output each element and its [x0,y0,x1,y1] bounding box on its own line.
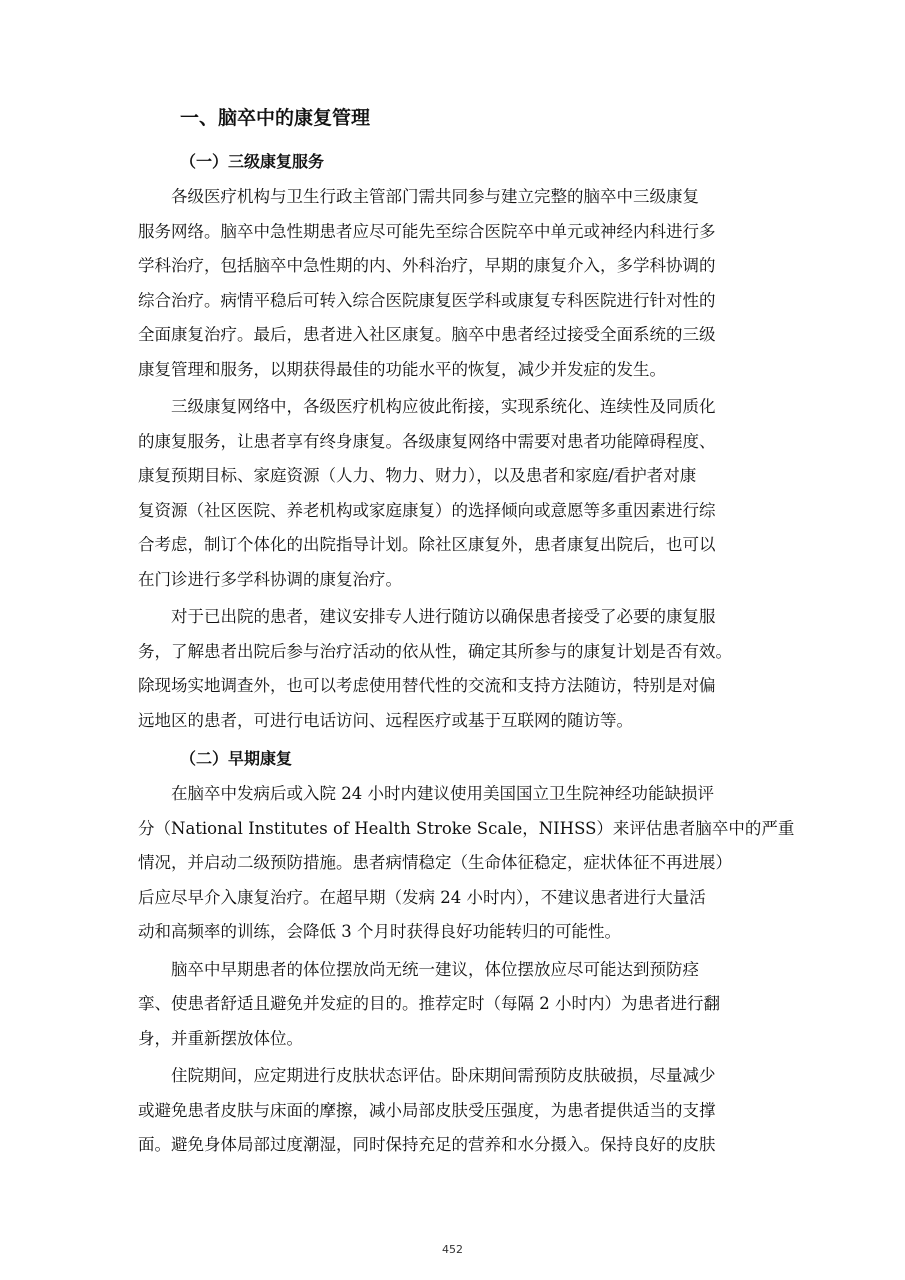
paragraph-line: 远地区的患者，可进行电话访问、远程医疗或基于互联网的随访等。 [138,710,633,730]
paragraph-line: 面。避免身体局部过度潮湿，同时保持充足的营养和水分摄入。保持良好的皮肤 [138,1135,716,1154]
subsection-body-tertiary-rehab [138,180,770,738]
paragraph-line: 除现场实地调查外，也可以考虑使用替代性的交流和支持方法随访，特别是对偏 [138,676,716,695]
subsection-title-early-rehab: （二）早期康复 [180,749,293,768]
paragraph [138,390,770,597]
paragraph-line: 脑卒中早期患者的体位摆放尚无统一建议，体位摆放应尽可能达到预防痉 [171,959,699,979]
subsection-title-tertiary-rehab: （一）三级康复服务 [180,152,325,171]
paragraph-line: 挛、使患者舒适且避免并发症的目的。推荐定时（每隔 2 小时内）为患者进行翻 [138,994,720,1013]
paragraph-line: 分（National Institutes of Health Stroke Scale，NIHSS）来评估患者脑卒中的严重 [138,818,795,838]
paragraph [138,953,770,1057]
section-title: 一、脑卒中的康复管理 [180,107,371,129]
paragraph-line: 康复管理和服务，以期获得最佳的功能水平的恢复，减少并发症的发生。 [138,359,666,379]
paragraph-line: 情况，并启动二级预防措施。患者病情稳定（生命体征稳定，症状体征不再进展） [138,853,732,872]
paragraph-line: 后应尽早介入康复治疗。在超早期（发病 24 小时内），不建议患者进行大量活 [138,887,706,907]
paragraph [138,600,770,738]
paragraph-line: 服务网络。脑卒中急性期患者应尽可能先至综合医院卒中单元或神经内科进行多 [138,221,716,241]
paragraph-line: 在脑卒中发病后或入院 24 小时内建议使用美国国立卫生院神经功能缺损评 [171,784,714,803]
paragraph-line: 全面康复治疗。最后，患者进入社区康复。脑卒中患者经过接受全面系统的三级 [138,325,716,344]
paragraph-line: 的康复服务，让患者享有终身康复。各级康复网络中需要对患者功能障碍程度、 [138,431,716,451]
paragraph [138,777,795,950]
page-number: 452 [442,1243,463,1256]
document-page [138,106,795,1166]
paragraph-line: 或避免患者皮肤与床面的摩擦，减小局部皮肤受压强度，为患者提供适当的支撑 [138,1100,716,1120]
paragraph-line: 综合治疗。病情平稳后可转入综合医院康复医学科或康复专科医院进行针对性的 [138,290,716,310]
paragraph-line: 三级康复网络中，各级医疗机构应彼此衔接，实现系统化、连续性及同质化 [171,397,716,416]
paragraph [138,180,770,387]
paragraph-line: 合考虑，制订个体化的出院指导计划。除社区康复外，患者康复出院后，也可以 [138,535,716,554]
paragraph-line: 学科治疗，包括脑卒中急性期的内、外科治疗，早期的康复介入，多学科协调的 [138,256,716,275]
paragraph-line: 住院期间，应定期进行皮肤状态评估。卧床期间需预防皮肤破损，尽量减少 [171,1066,716,1085]
paragraph-line: 各级医疗机构与卫生行政主管部门需共同参与建立完整的脑卒中三级康复 [171,187,699,206]
paragraph-line: 动和高频率的训练，会降低 3 个月时获得良好功能转归的可能性。 [138,922,621,941]
paragraph-line: 康复预期目标、家庭资源（人力、物力、财力），以及患者和家庭/看护者对康 [138,466,697,485]
paragraph-line: 身，并重新摆放体位。 [138,1028,303,1048]
paragraph-line: 复资源（社区医院、养老机构或家庭康复）的选择倾向或意愿等多重因素进行综 [138,500,716,520]
paragraph-line: 务，了解患者出院后参与治疗活动的依从性，确定其所参与的康复计划是否有效。 [138,641,732,661]
subsection-body-early-rehab [138,777,795,1163]
paragraph-line: 对于已出院的患者，建议安排专人进行随访以确保患者接受了必要的康复服 [171,607,716,626]
paragraph [138,1059,770,1163]
paragraph-line: 在门诊进行多学科协调的康复治疗。 [138,569,402,589]
